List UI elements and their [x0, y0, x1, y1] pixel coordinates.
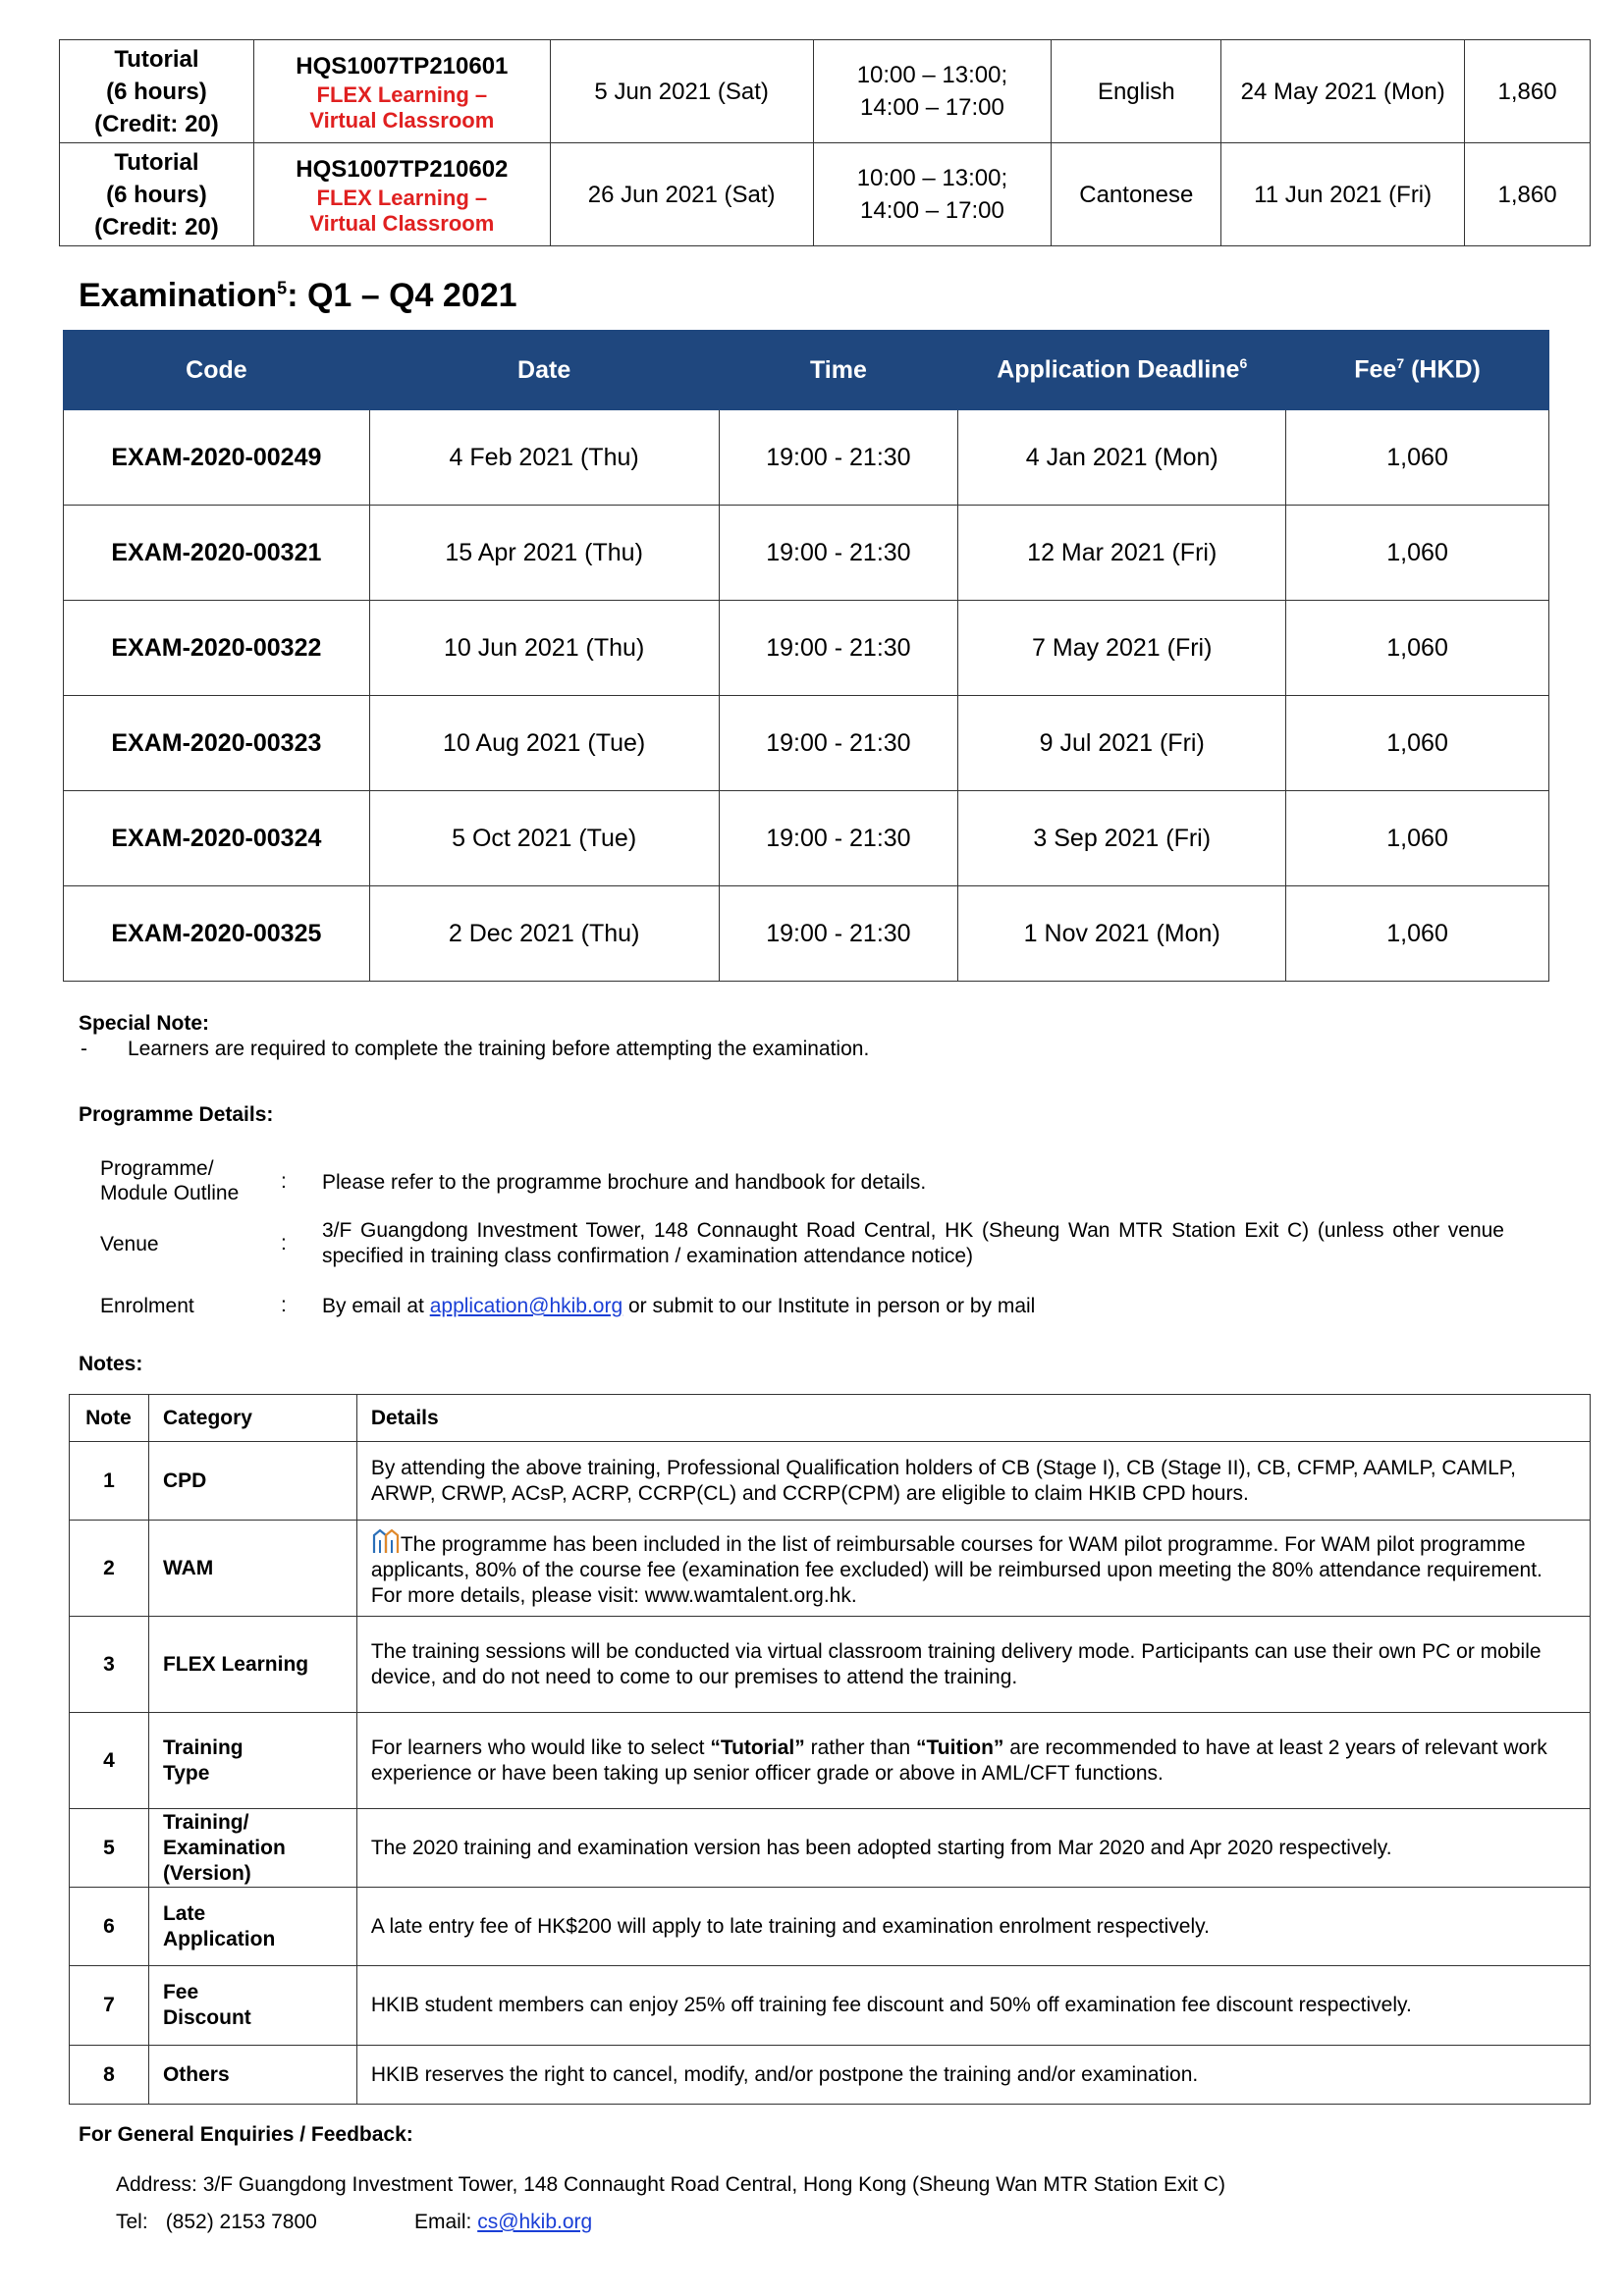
table-row — [70, 1521, 1591, 1617]
col-header-fee: Fee$^7$ (HKD) — [1286, 331, 1549, 410]
note-number: 2 — [70, 1521, 149, 1617]
exam-time: 19:00 - 21:30 — [719, 696, 958, 791]
exam-section-heading: Examination$^5$: Q1 – Q4 2021 — [79, 277, 517, 314]
table-row — [64, 601, 1549, 696]
special-note-bullet: - — [81, 1038, 87, 1060]
table-row — [64, 791, 1549, 886]
note-details: The training sessions will be conducted via virtual classroom training delivery mode. Participants can use their own PC or mobile device, and do not need to come to our premises to attend the training. — [356, 1617, 1590, 1713]
exam-schedule-table — [63, 330, 1549, 982]
enquiries-email: Email: cs@hkib.org — [414, 2211, 593, 2233]
exam-time: 19:00 - 21:30 — [719, 886, 958, 982]
class-language: English — [1052, 40, 1221, 143]
exam-date: 2 Dec 2021 (Thu) — [369, 886, 719, 982]
exam-date: 10 Jun 2021 (Thu) — [369, 601, 719, 696]
table-row — [64, 696, 1549, 791]
class-deadline: 11 Jun 2021 (Fri) — [1221, 143, 1465, 246]
table-row — [70, 1442, 1591, 1521]
exam-fee: 1,060 — [1286, 791, 1549, 886]
enrolment-label: Enrolment — [100, 1295, 194, 1317]
exam-deadline: 1 Nov 2021 (Mon) — [958, 886, 1286, 982]
class-fee: 1,860 — [1465, 40, 1591, 143]
note-details: The 2020 training and examination version has been adopted starting from Mar 2020 and Apr 2020 respectively. — [356, 1809, 1590, 1888]
note-details: The programme has been included in the list of reimbursable courses for WAM pilot programme. For WAM pilot programme applicants, 80% of the course fee (examination fee excluded) will be reimbursed upon meeting the 80% attendance requirement. For more details, please visit: www.wamtalent.org.hk. — [356, 1521, 1590, 1617]
enquiries-address: Address: 3/F Guangdong Investment Tower, 148 Connaught Road Central, Hong Kong (Sheung Wan MTR Station Exit C) — [116, 2173, 1225, 2196]
programme-details-title: Programme Details: — [79, 1103, 274, 1126]
exam-fee: 1,060 — [1286, 601, 1549, 696]
exam-code: EXAM-2020-00325 — [64, 886, 370, 982]
table-header-row — [70, 1395, 1591, 1442]
col-header-date: Date — [369, 331, 719, 410]
training-type: Tutorial (6 hours) (Credit: 20) — [60, 40, 254, 143]
colon: : — [281, 1170, 287, 1193]
note-category: Late Application — [148, 1888, 356, 1966]
exam-date: 15 Apr 2021 (Thu) — [369, 506, 719, 601]
table-row — [70, 1617, 1591, 1713]
note-category: Training Type — [148, 1713, 356, 1809]
exam-date: 5 Oct 2021 (Tue) — [369, 791, 719, 886]
note-details: For learners who would like to select “Tutorial” rather than “Tuition” are recommended to have at least 2 years of relevant work experience or have been taking up senior officer grade or above in AML/CFT functions. — [356, 1713, 1590, 1809]
note-category: WAM — [148, 1521, 356, 1617]
exam-time: 19:00 - 21:30 — [719, 601, 958, 696]
table-row — [64, 506, 1549, 601]
col-header-details: Details — [356, 1395, 1590, 1442]
venue-label: Venue — [100, 1233, 159, 1255]
col-header-category: Category — [148, 1395, 356, 1442]
note-category: Training/ Examination (Version) — [148, 1809, 356, 1888]
exam-time: 19:00 - 21:30 — [719, 410, 958, 506]
note-number: 3 — [70, 1617, 149, 1713]
class-time: 10:00 – 13:00; 14:00 – 17:00 — [813, 40, 1052, 143]
table-row — [60, 143, 1591, 246]
notes-table — [69, 1394, 1591, 2105]
exam-time: 19:00 - 21:30 — [719, 506, 958, 601]
exam-fee: 1,060 — [1286, 696, 1549, 791]
exam-deadline: 4 Jan 2021 (Mon) — [958, 410, 1286, 506]
wam-logo-icon — [371, 1527, 401, 1555]
note-category: Fee Discount — [148, 1966, 356, 2046]
contact-email-link[interactable]: cs@hkib.org — [477, 2211, 593, 2233]
exam-date: 10 Aug 2021 (Tue) — [369, 696, 719, 791]
note-details: A late entry fee of HK$200 will apply to late training and examination enrolment respectively. — [356, 1888, 1590, 1966]
table-row — [64, 410, 1549, 506]
tutorial-schedule-table — [59, 39, 1591, 246]
class-date: 5 Jun 2021 (Sat) — [550, 40, 813, 143]
note-category: CPD — [148, 1442, 356, 1521]
special-note-text: Learners are required to complete the training before attempting the examination. — [128, 1038, 870, 1060]
special-note-title: Special Note: — [79, 1012, 210, 1035]
class-code: HQS1007TP210601 FLEX Learning – Virtual Classroom — [253, 40, 550, 143]
exam-code: EXAM-2020-00324 — [64, 791, 370, 886]
notes-title: Notes: — [79, 1353, 143, 1375]
exam-code: EXAM-2020-00323 — [64, 696, 370, 791]
outline-value: Please refer to the programme brochure and handbook for details. — [322, 1171, 927, 1194]
col-header-code: Code — [64, 331, 370, 410]
enrolment-email-link[interactable]: application@hkib.org — [429, 1295, 623, 1317]
note-details: HKIB student members can enjoy 25% off training fee discount and 50% off examination fee discount respectively. — [356, 1966, 1590, 2046]
note-details: HKIB reserves the right to cancel, modify, and/or postpone the training and/or examination. — [356, 2046, 1590, 2105]
table-header-row — [64, 331, 1549, 410]
class-language: Cantonese — [1052, 143, 1221, 246]
note-details: By attending the above training, Professional Qualification holders of CB (Stage I), CB (Stage II), CB, CFMP, AAMLP, CAMLP, ARWP, CRWP, ACsP, ACRP, CCRP(CL) and CCRP(CPM) are eligible to claim HKIB CPD hours. — [356, 1442, 1590, 1521]
class-fee: 1,860 — [1465, 143, 1591, 246]
table-row — [70, 1966, 1591, 2046]
exam-code: EXAM-2020-00322 — [64, 601, 370, 696]
table-row — [60, 40, 1591, 143]
outline-label: Programme/ Module Outline — [100, 1157, 240, 1204]
enquiries-title: For General Enquiries / Feedback: — [79, 2123, 413, 2146]
class-deadline: 24 May 2021 (Mon) — [1221, 40, 1465, 143]
note-number: 7 — [70, 1966, 149, 2046]
note-number: 5 — [70, 1809, 149, 1888]
exam-deadline: 3 Sep 2021 (Fri) — [958, 791, 1286, 886]
col-header-deadline: Application Deadline$^6$ — [958, 331, 1286, 410]
colon: : — [281, 1294, 287, 1316]
training-type: Tutorial (6 hours) (Credit: 20) — [60, 143, 254, 246]
exam-time: 19:00 - 21:30 — [719, 791, 958, 886]
enrolment-value: By email at application@hkib.org or submit to our Institute in person or by mail — [322, 1295, 1036, 1317]
exam-deadline: 7 May 2021 (Fri) — [958, 601, 1286, 696]
note-number: 6 — [70, 1888, 149, 1966]
table-row — [70, 1888, 1591, 1966]
exam-date: 4 Feb 2021 (Thu) — [369, 410, 719, 506]
note-category: Others — [148, 2046, 356, 2105]
class-date: 26 Jun 2021 (Sat) — [550, 143, 813, 246]
colon: : — [281, 1232, 287, 1255]
note-number: 8 — [70, 2046, 149, 2105]
class-time: 10:00 – 13:00; 14:00 – 17:00 — [813, 143, 1052, 246]
table-row — [64, 886, 1549, 982]
enquiries-tel: Tel: (852) 2153 7800 — [116, 2211, 317, 2233]
note-number: 1 — [70, 1442, 149, 1521]
table-row — [70, 1809, 1591, 1888]
exam-fee: 1,060 — [1286, 886, 1549, 982]
table-row — [70, 2046, 1591, 2105]
exam-fee: 1,060 — [1286, 506, 1549, 601]
table-row — [70, 1713, 1591, 1809]
venue-value: 3/F Guangdong Investment Tower, 148 Connaught Road Central, HK (Sheung Wan MTR Station Exit C) (unless other venue specified in training class confirmation / examination attendance notice) — [322, 1219, 1504, 1267]
col-header-note: Note — [70, 1395, 149, 1442]
exam-fee: 1,060 — [1286, 410, 1549, 506]
exam-deadline: 9 Jul 2021 (Fri) — [958, 696, 1286, 791]
note-number: 4 — [70, 1713, 149, 1809]
exam-deadline: 12 Mar 2021 (Fri) — [958, 506, 1286, 601]
exam-code: EXAM-2020-00321 — [64, 506, 370, 601]
col-header-time: Time — [719, 331, 958, 410]
note-category: FLEX Learning — [148, 1617, 356, 1713]
exam-code: EXAM-2020-00249 — [64, 410, 370, 506]
class-code: HQS1007TP210602 FLEX Learning – Virtual Classroom — [253, 143, 550, 246]
